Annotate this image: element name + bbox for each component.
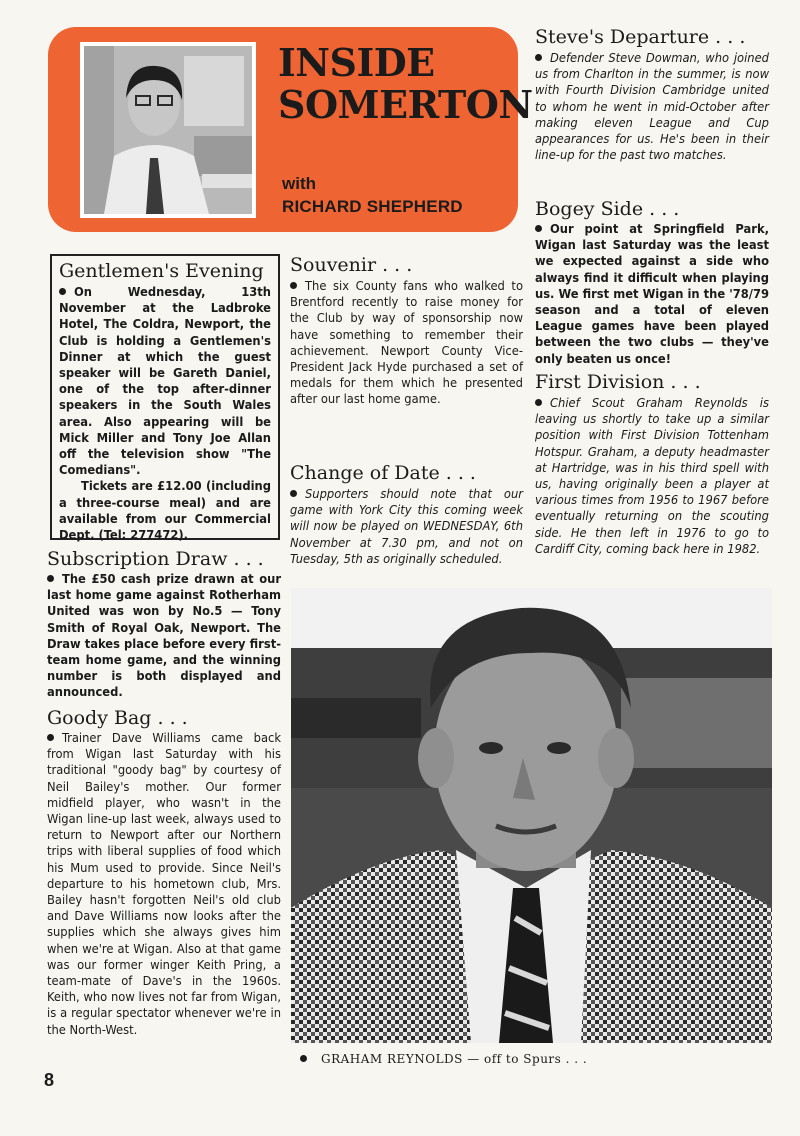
bullet-icon <box>59 288 66 295</box>
bullet-icon <box>535 54 542 61</box>
change-of-date-heading: Change of Date . . . <box>290 462 476 484</box>
title-line-1: INSIDE <box>278 40 435 85</box>
author-photo <box>80 42 256 218</box>
gentlemens-evening-heading: Gentlemen's Evening <box>59 260 264 282</box>
subscription-draw-heading: Subscription Draw . . . <box>47 548 264 570</box>
page-number: 8 <box>44 1070 55 1090</box>
gentlemens-evening-box <box>50 254 280 544</box>
byline-with: with <box>282 174 316 193</box>
photo-caption: GRAHAM REYNOLDS — off to Spurs . . . <box>300 1052 587 1066</box>
bullet-icon <box>47 734 54 741</box>
souvenir-heading: Souvenir . . . <box>290 254 413 276</box>
gentlemens-evening-text: On Wednesday, 13th November at the Ladbroke Hotel, The Coldra, Newport, the Club is holding a Gentlemen's Dinner at which the guest speaker will be Gareth Daniel, one of the top after-dinner speakers in the South Wales area. Also appearing will be Mick Miller and Tony Joe Allan off the television show "The Comedians". <box>59 285 271 479</box>
change-of-date-text: Supporters should note that our game with York City this coming week will now be played on WEDNESDAY, 6th November at 7.30 pm, and not on Tuesday, 5th as originally scheduled. <box>290 487 523 567</box>
first-division-heading: First Division . . . <box>535 371 701 393</box>
bullet-icon <box>300 1055 307 1062</box>
souvenir-article <box>290 254 523 409</box>
byline-author: RICHARD SHEPHERD <box>282 197 463 216</box>
subscription-draw-text: The £50 cash prize drawn at our last home game against Rotherham United was won by No.5 — Tony Smith of Royal Oak, Newport. The Draw takes place before every first-team home game, and the winning number is both displayed and announced. <box>47 572 281 701</box>
subscription-draw-article <box>47 548 281 702</box>
title-line-2: SOMERTON <box>278 82 533 127</box>
goody-bag-article <box>47 707 281 1039</box>
goody-bag-heading: Goody Bag . . . <box>47 707 188 729</box>
page-title <box>278 40 533 127</box>
bogey-side-article <box>535 198 769 368</box>
author-photo-image <box>84 46 252 214</box>
change-of-date-article <box>290 462 523 568</box>
graham-reynolds-photo <box>291 588 772 1043</box>
graham-reynolds-photo-image <box>291 588 772 1043</box>
bullet-icon <box>290 490 297 497</box>
souvenir-text: The six County fans who walked to Brentford recently to raise money for the Club by way of sponsorship now have something to remember their achievement. Newport County Vice-President Jack Hyde purchased a set of medals for them which he presented after our last home game. <box>290 279 523 408</box>
bullet-icon <box>47 575 54 582</box>
steves-departure-heading: Steve's Departure . . . <box>535 26 746 48</box>
steves-departure-article <box>535 26 769 164</box>
steves-departure-text: Defender Steve Dowman, who joined us from Charlton in the summer, is now with Fourth Division Cambridge united to whom he went in mid-October after making eleven League and Cup appearances for us. He's been in their line-up for the past two matches. <box>535 51 769 164</box>
bullet-icon <box>535 399 542 406</box>
bogey-side-text: Our point at Springfield Park, Wigan last Saturday was the least we expected against a side who always find it difficult when playing us. We first met Wigan in the '78/79 season and a total of eleven League games have been played between the two clubs — they've only beaten us once! <box>535 222 769 367</box>
bullet-icon <box>535 225 542 232</box>
goody-bag-text: Trainer Dave Williams came back from Wigan last Saturday with his traditional "goody bag" by courtesy of Neil Bailey's mother. Our former midfield player, who wasn't in the Wigan line-up last week, always used to return to Newport after our Northern trips with liberal supplies of food which his Mum used to provide. Since Neil's departure to his hometown club, Mrs. Bailey hasn't forgotten Neil's old club and Dave Williams now looks after the supplies which she always gives him when we're at Wigan. Also at that game was our former winger Keith Pring, a team-mate of Dave's in the 1960s. Keith, who now lives not far from Wigan, is a regular spectator whenever we're in the North-West. <box>47 731 281 1038</box>
bogey-side-heading: Bogey Side . . . <box>535 198 680 220</box>
first-division-article <box>535 371 769 558</box>
bullet-icon <box>290 282 297 289</box>
gentlemens-evening-tickets: Tickets are £12.00 (including a three-course meal) and are available from our Commercial Dept. (Tel: 277472). <box>59 479 271 544</box>
first-division-text: Chief Scout Graham Reynolds is leaving us shortly to take up a similar position with First Division Tottenham Hotspur. Graham, a deputy headmaster at Hartridge, was in his third spell with us, having originally been a player at various times from 1956 to 1967 before eventually returning on the scouting side. He then left in 1976 to go to Cardiff City, coming back here in 1982. <box>535 396 769 557</box>
